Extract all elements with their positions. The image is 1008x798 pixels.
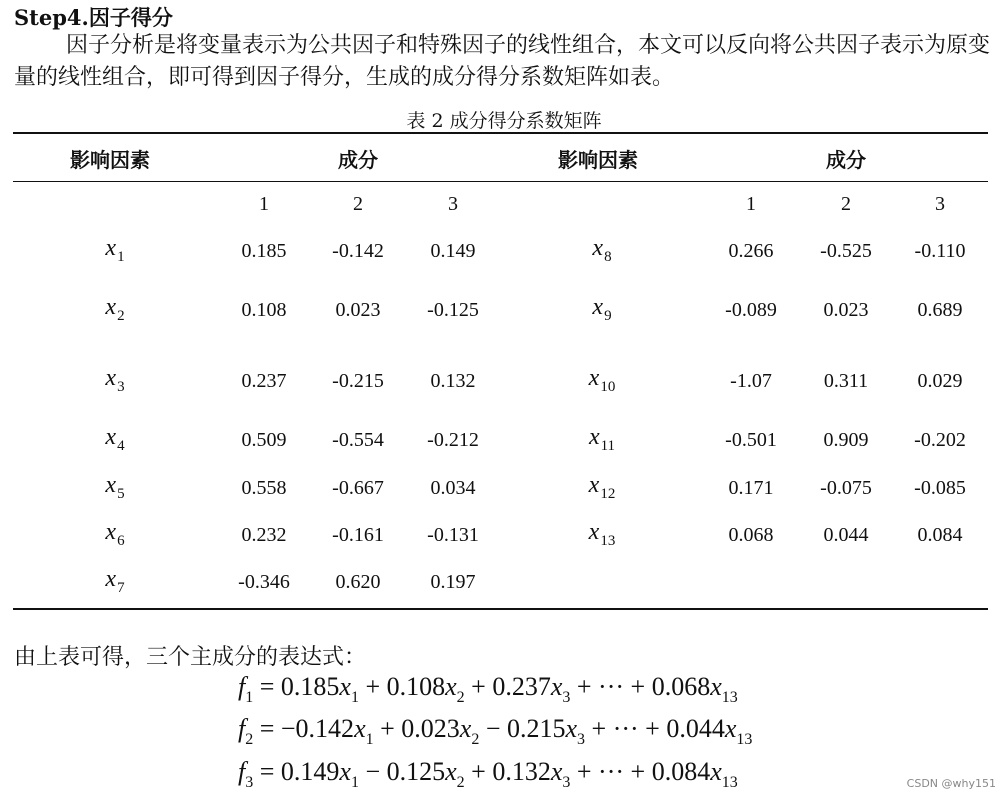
equation-term: + 0.023 [373,714,460,743]
variable-subscript: 2 [117,308,125,324]
variable-symbol: x [588,424,600,450]
equation-term: 1 [350,689,359,706]
equation-term: 13 [736,731,753,748]
variable-symbol: x [105,294,117,320]
equation-variable: x [710,757,722,786]
variable-label [85,365,145,396]
variable-label [85,424,145,455]
variable-label [85,472,145,503]
equation-term: 3 [577,731,586,748]
table-top-rule [13,132,988,134]
table-cell: 0.311 [823,370,869,392]
table-cell: 0.909 [823,429,869,451]
equation-variable: x [339,672,351,701]
variable-symbol: x [105,519,117,545]
variable-subscript: 1 [117,249,125,265]
table-cell: -0.075 [820,477,872,499]
table-caption: 表 2 成分得分系数矩阵 [406,110,602,132]
equation-term: + ··· + 0.084 [570,757,711,786]
variable-subscript: 4 [117,438,125,454]
equation-term: 1 [350,774,359,791]
table-cell: 0.023 [335,299,381,321]
variable-label [85,294,145,325]
equation-term: = −0.142 [253,714,355,743]
table-header-rule [13,181,988,182]
table-cell: 0.044 [823,524,869,546]
equation-variable: x [445,757,457,786]
equation-f2 [238,714,752,749]
variable-label [572,365,632,396]
component-number: 2 [841,193,851,215]
component-number: 1 [746,193,756,215]
variable-symbol: x [105,472,117,498]
table-cell: 0.237 [241,370,287,392]
table-cell: 0.029 [917,370,963,392]
equation-variable: x [459,714,472,743]
component-number: 1 [259,193,269,215]
table-cell: 0.620 [335,571,381,593]
equation-term: 2 [456,774,465,791]
table-cell: 0.509 [241,429,287,451]
variable-subscript: 6 [117,533,125,549]
equation-term: 13 [721,689,738,706]
table-cell: 0.232 [241,524,287,546]
equation-term: 13 [721,774,738,791]
table-cell: -0.554 [332,429,384,451]
variable-symbol: x [588,519,600,545]
equation-term: 3 [562,774,571,791]
table-cell: 0.185 [241,240,287,262]
equation-variable: x [354,714,366,743]
table-cell: -0.346 [238,571,290,593]
equation-term: − 0.215 [479,714,566,743]
variable-symbol: x [105,235,117,261]
left-factor-header: 影响因素 [70,148,150,172]
table-cell: 0.149 [430,240,476,262]
variable-symbol: x [105,365,117,391]
variable-symbol: x [588,472,600,498]
equation-term: − 0.125 [358,757,446,786]
component-number: 3 [935,193,945,215]
table-cell: -0.667 [332,477,384,499]
table-cell: -0.212 [427,429,479,451]
equation-term: + 0.237 [464,672,551,701]
equation-variable: x [724,714,737,743]
table-cell: -0.215 [332,370,384,392]
variable-subscript: 10 [600,379,616,395]
table-cell: 0.084 [917,524,963,546]
table-cell: -0.131 [427,524,479,546]
variable-symbol: x [592,294,604,320]
table-cell: 0.068 [728,524,774,546]
conclusion-text: 由上表可得，三个主成分的表达式： [14,645,367,670]
equation-term: 3 [562,689,571,706]
table-cell: -0.142 [332,240,384,262]
table-cell: -0.501 [725,429,777,451]
variable-label [85,519,145,550]
equation-term: 3 [245,774,254,791]
right-factor-header: 影响因素 [558,148,638,172]
table-cell: 0.108 [241,299,287,321]
equation-term: f [238,672,246,701]
table-cell: -0.110 [914,240,966,262]
table-cell: 0.197 [430,571,476,593]
variable-label [572,472,632,503]
equation-f3 [238,757,738,792]
equation-term: f [238,714,246,743]
equation-term: = 0.185 [253,672,340,701]
table-cell: 0.171 [728,477,774,499]
variable-label [572,235,632,266]
table-cell: -1.07 [730,370,772,392]
equation-variable: x [550,757,563,786]
variable-subscript: 12 [600,486,616,502]
variable-label [572,294,632,325]
variable-subscript: 9 [604,308,612,324]
equation-f1 [238,672,738,707]
variable-subscript: 7 [117,580,125,596]
equation-term: + 0.108 [358,672,446,701]
equation-term: 2 [471,731,480,748]
equation-variable: x [445,672,457,701]
component-number: 3 [448,193,458,215]
step-title: Step4.因子得分 [14,5,173,30]
table-cell: 0.023 [823,299,869,321]
table-cell: 0.689 [917,299,963,321]
variable-label [85,235,145,266]
variable-label [85,566,145,597]
equation-term: + ··· + 0.044 [585,714,725,743]
equation-term: 2 [245,731,254,748]
table-cell: -0.125 [427,299,479,321]
equation-variable: x [339,757,351,786]
variable-symbol: x [105,566,117,592]
variable-symbol: x [588,365,600,391]
equation-term: + ··· + 0.068 [570,672,711,701]
right-component-header: 成分 [826,148,866,172]
variable-subscript: 11 [600,438,616,454]
equation-term: 1 [365,731,374,748]
table-cell: 0.558 [241,477,287,499]
equation-term: 1 [245,689,254,706]
variable-subscript: 8 [604,249,612,265]
variable-symbol: x [592,235,604,261]
table-cell: 0.266 [728,240,774,262]
equation-term: 2 [456,689,465,706]
variable-subscript: 13 [600,533,616,549]
table-cell: 0.034 [430,477,476,499]
equation-term: + 0.132 [464,757,551,786]
variable-subscript: 5 [117,486,125,502]
table-cell: -0.089 [725,299,777,321]
table-cell: -0.525 [820,240,872,262]
left-component-header: 成分 [338,148,378,172]
table-cell: -0.161 [332,524,384,546]
table-cell: -0.085 [914,477,966,499]
watermark: CSDN @why151 [906,777,996,790]
variable-label [572,424,632,455]
equation-variable: x [565,714,578,743]
intro-paragraph: 因子分析是将变量表示为公共因子和特殊因子的线性组合，本文可以反向将公共因子表示为原变量的线性组合，即可得到因子得分，生成的成分得分系数矩阵如表。 [14,33,991,90]
component-number: 2 [353,193,363,215]
equation-variable: x [550,672,563,701]
variable-subscript: 3 [117,379,125,395]
variable-label [572,519,632,550]
table-cell: -0.202 [914,429,966,451]
equation-term: f [238,757,246,786]
table-bottom-rule [13,608,988,610]
table-cell: 0.132 [430,370,476,392]
equation-term: = 0.149 [253,757,340,786]
variable-symbol: x [105,424,117,450]
equation-variable: x [710,672,722,701]
